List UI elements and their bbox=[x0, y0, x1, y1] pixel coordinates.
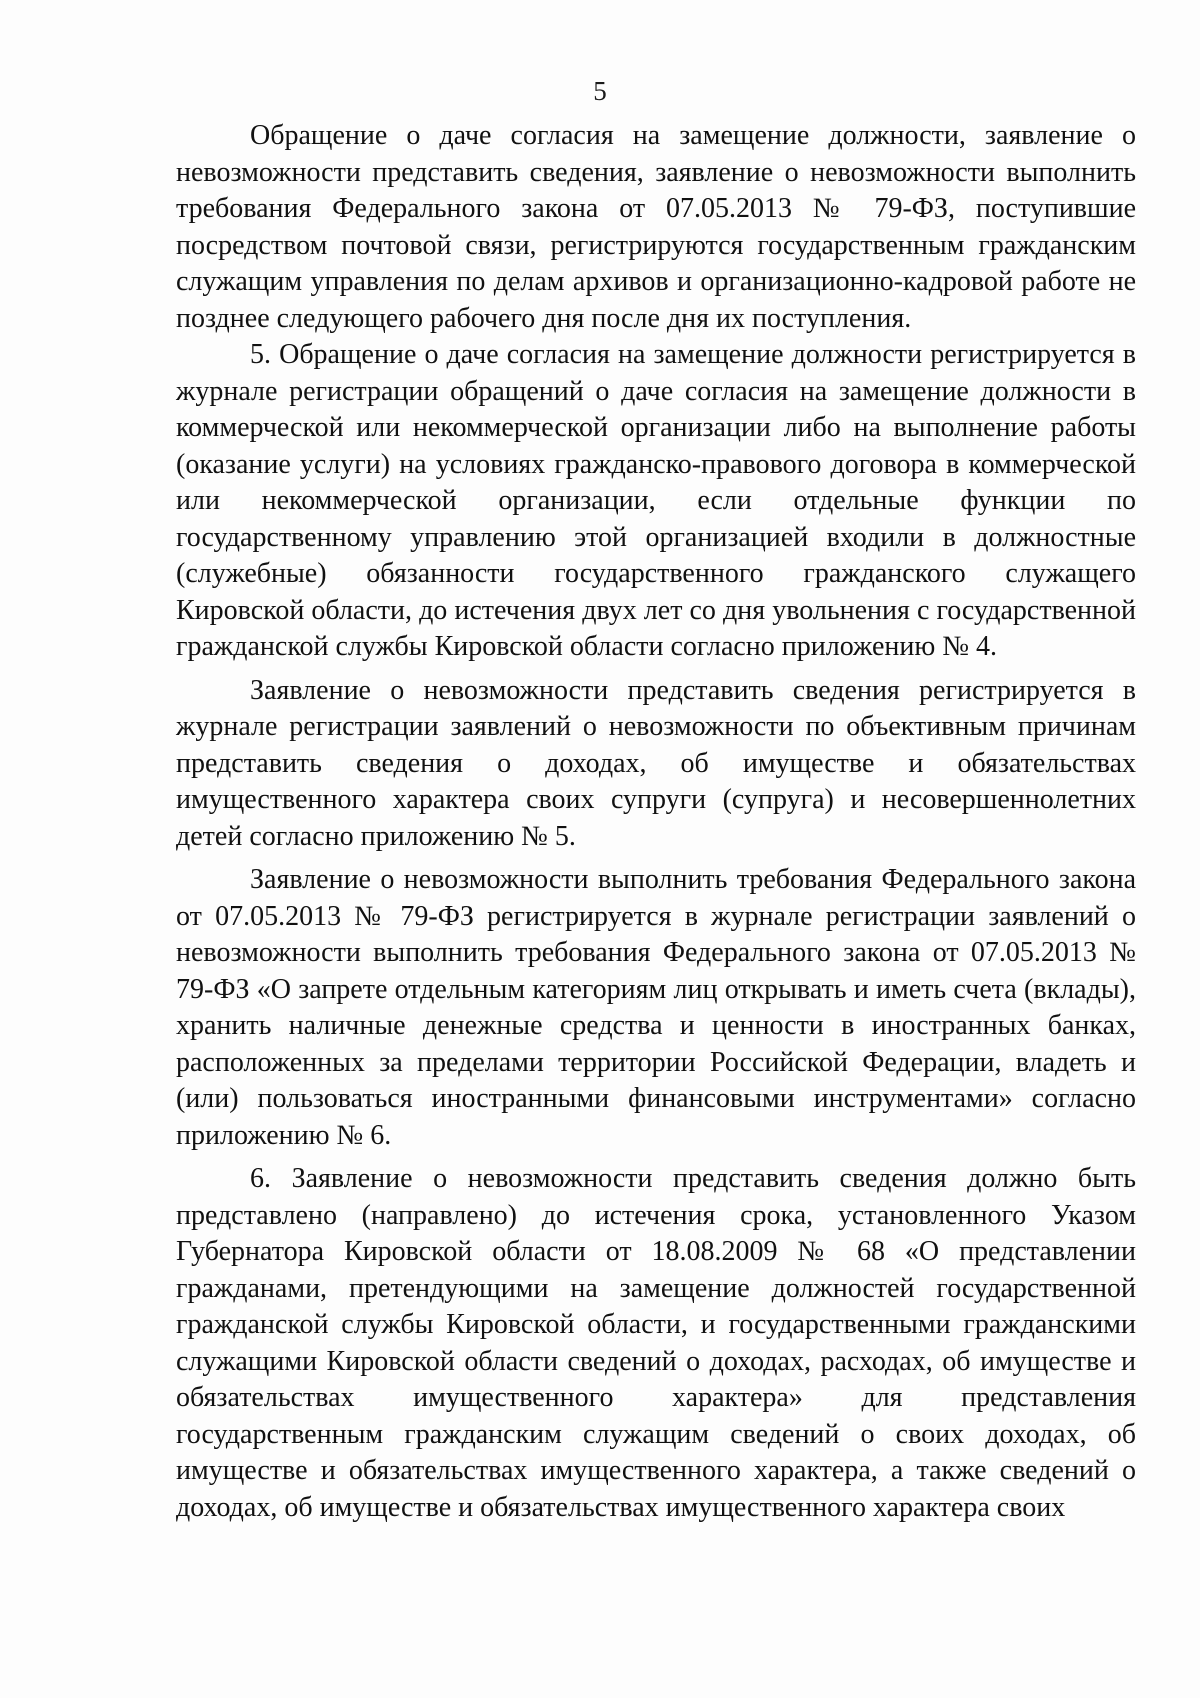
paragraph-statement-federal-law: Заявление о невозможности выполнить требования Федерального закона от 07.05.2013 № 79-ФЗ регистрируется в журнале регистрации заявлений о невозможности выполнить требования Федерального закона от 07.05.2013 № 79-ФЗ «О запрете отдельным категориям лиц открывать и иметь счета (вклады), хранить наличные денежные средства и ценности в иностранных банках, расположенных за пределами территории Российской Федерации, владеть и (или) пользоваться иностранными финансовыми инструментами» согласно приложению № 6. bbox=[176, 864, 1136, 1151]
page-number: 5 bbox=[593, 76, 607, 106]
paragraph-item-5: 5. Обращение о даче согласия на замещение должности регистрируется в журнале регистрации обращений о даче согласия на замещение должности в коммерческой или некоммерческой организации либо на выполнение работы (оказание услуги) на условиях гражданско-правового договора в коммерческой или некоммерческой организации, если отдельные функции по государственному управлению этой организацией входили в должностные (служебные) обязанности государственного гражданского служащего Кировской области, до истечения двух лет со дня увольнения с государственной гражданской службы Кировской области согласно приложению № 4. bbox=[176, 339, 1136, 662]
paragraph-item-6: 6. Заявление о невозможности представить сведения должно быть представлено (направлено) до истечения срока, установленного Указом Губернатора Кировской области от 18.08.2009 № 68 «О представлении гражданами, претендующими на замещение должностей государственной гражданской службы Кировской области, и государственными гражданскими служащими Кировской области сведений о доходах, расходах, об имуществе и обязательствах имущественного характера» для представления государственным гражданским служащим сведений о своих доходах, об имуществе и обязательствах имущественного характера, а также сведений о доходах, об имуществе и обязательствах имущественного характера своих bbox=[176, 1163, 1136, 1523]
paragraph-statement-information: Заявление о невозможности представить сведения регистрируется в журнале регистрации заявлений о невозможности по объективным причинам представить сведения о доходах, об имуществе и обязательствах имущественного характера своих супруги (супруга) и несовершеннолетних детей согласно приложению № 5. bbox=[176, 674, 1136, 852]
paragraph-postal-registration: Обращение о даче согласия на замещение должности, заявление о невозможности представить сведения, заявление о невозможности выполнить требования Федерального закона от 07.05.2013 № 79-ФЗ, поступившие посредством почтовой связи, регистрируются государственным гражданским служащим управления по делам архивов и организационно-кадровой работе не позднее следующего рабочего дня после дня их поступления. bbox=[176, 120, 1136, 334]
document-body bbox=[176, 118, 1136, 1526]
